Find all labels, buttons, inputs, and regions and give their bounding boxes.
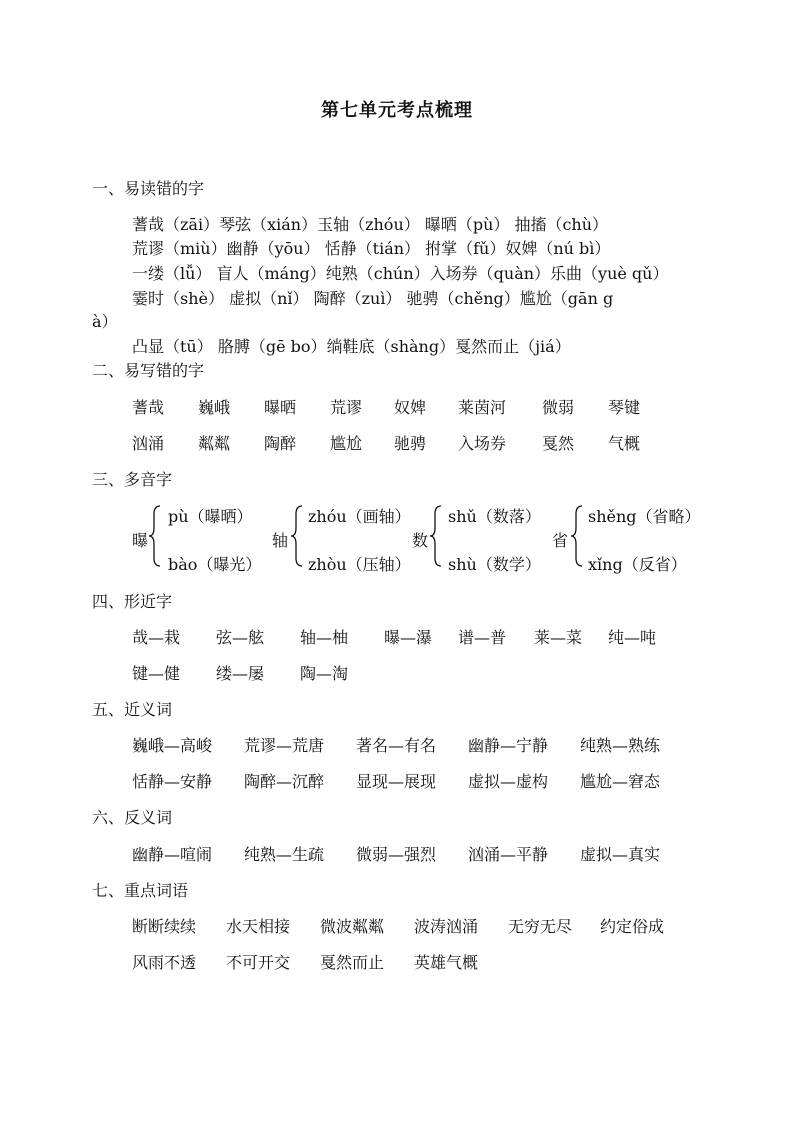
word-row — [132, 661, 348, 684]
word-row — [132, 914, 664, 937]
pronunciation-line-1: 蓍哉（zāi）琴弦（xián）玉轴（zhóu） 曝晒（pù） 抽搐（chù） — [132, 215, 609, 234]
word-item: 英雄气概 — [414, 953, 479, 972]
word-item: 波涛汹涌 — [414, 917, 479, 936]
section-heading-5: 五、近义词 — [92, 700, 173, 719]
brace-icon — [429, 504, 443, 568]
word-item: 莱茵河 — [458, 398, 507, 417]
word-item: 缕—屡 — [216, 664, 265, 683]
word-item: 戛然 — [542, 434, 575, 453]
word-item: 无穷无尽 — [508, 917, 573, 936]
polyphonic-reading: pù（曝晒） — [168, 507, 253, 526]
polyphonic-reading: zhóu（画轴） — [308, 507, 411, 526]
word-item: 奴婢 — [394, 398, 427, 417]
word-item: 巍峨—高峻 — [132, 736, 213, 755]
word-item: 巍峨 — [198, 398, 231, 417]
word-item: 风雨不透 — [132, 953, 197, 972]
section-heading-4: 四、形近字 — [92, 592, 173, 611]
polyphonic-reading: zhòu（压轴） — [308, 555, 411, 574]
polyphonic-char: 数 — [412, 531, 429, 550]
pronunciation-line-5: 凸显（tū） 胳膊（gē bo）绱鞋底（shàng）戛然而止（jiá） — [132, 337, 571, 356]
brace-icon — [290, 504, 304, 568]
word-item: 尴尬 — [330, 434, 363, 453]
polyphonic-block — [132, 500, 732, 580]
word-item: 约定俗成 — [600, 917, 665, 936]
word-item: 哉—栽 — [132, 628, 181, 647]
word-item: 著名—有名 — [356, 736, 437, 755]
word-row — [132, 395, 640, 418]
word-item: 戛然而止 — [320, 953, 385, 972]
word-row — [132, 733, 660, 756]
word-item: 微弱 — [542, 398, 575, 417]
brace-icon — [148, 504, 162, 568]
word-item: 纯熟—熟练 — [580, 736, 661, 755]
word-item: 汹涌—平静 — [468, 845, 549, 864]
word-item: 显现—展现 — [356, 772, 437, 791]
word-item: 气概 — [608, 434, 641, 453]
word-item: 恬静—安静 — [132, 772, 213, 791]
word-item: 断断续续 — [132, 917, 197, 936]
word-row — [132, 950, 478, 973]
polyphonic-char: 曝 — [132, 531, 149, 550]
polyphonic-reading: shù（数学） — [448, 555, 541, 574]
word-item: 蓍哉 — [132, 398, 165, 417]
section-heading-2: 二、易写错的字 — [92, 361, 205, 380]
word-item: 幽静—喧闹 — [132, 845, 213, 864]
polyphonic-reading: shǔ（数落） — [448, 507, 541, 526]
section-heading-6: 六、反义词 — [92, 808, 173, 827]
word-row — [132, 625, 656, 648]
word-item: 荒谬 — [330, 398, 363, 417]
word-item: 汹涌 — [132, 434, 165, 453]
word-item: 纯—吨 — [608, 628, 657, 647]
word-item: 驰骋 — [394, 434, 427, 453]
word-item: 曝晒 — [264, 398, 297, 417]
pronunciation-line-3: 一缕（lǚ） 盲人（máng）纯熟（chún）入场券（quàn）乐曲（yuè qǔ） — [132, 264, 669, 283]
word-item: 琴键 — [608, 398, 641, 417]
brace-icon — [570, 504, 584, 568]
word-item: 入场券 — [458, 434, 507, 453]
polyphonic-reading: bào（曝光） — [168, 555, 262, 574]
word-item: 曝—瀑 — [384, 628, 433, 647]
word-row — [132, 769, 660, 792]
word-item: 虚拟—真实 — [580, 845, 661, 864]
section-heading-3: 三、多音字 — [92, 470, 173, 489]
word-item: 陶醉—沉醉 — [244, 772, 325, 791]
word-row — [132, 842, 660, 865]
word-item: 弦—舷 — [216, 628, 265, 647]
word-item: 虚拟—虚构 — [468, 772, 549, 791]
word-item: 谱—普 — [458, 628, 507, 647]
word-item: 微波粼粼 — [320, 917, 385, 936]
polyphonic-char: 轴 — [272, 531, 289, 550]
section-heading-1: 一、易读错的字 — [92, 179, 205, 198]
word-item: 纯熟—生疏 — [244, 845, 325, 864]
section-heading-7: 七、重点词语 — [92, 881, 189, 900]
word-item: 荒谬—荒唐 — [244, 736, 325, 755]
word-item: 幽静—宁静 — [468, 736, 549, 755]
polyphonic-char: 省 — [552, 531, 569, 550]
word-item: 水天相接 — [226, 917, 291, 936]
word-item: 莱—菜 — [534, 628, 583, 647]
word-item: 尴尬—窘态 — [580, 772, 661, 791]
pronunciation-line-4: 霎时（shè） 虚拟（nǐ） 陶醉（zuì） 驰骋（chěng）尴尬（gān g — [132, 289, 614, 308]
word-item: 不可开交 — [226, 953, 291, 972]
word-item: 陶—淘 — [300, 664, 349, 683]
word-item: 键—健 — [132, 664, 181, 683]
word-row — [132, 431, 640, 454]
polyphonic-reading: shěng（省略） — [588, 507, 701, 526]
polyphonic-reading: xǐng（反省） — [588, 555, 687, 574]
pronunciation-line-2: 荒谬（miù）幽静（yōu） 恬静（tián） 拊掌（fǔ）奴婢（nú bì） — [132, 239, 611, 258]
word-item: 粼粼 — [198, 434, 231, 453]
word-item: 轴—柚 — [300, 628, 349, 647]
word-item: 微弱—强烈 — [356, 845, 437, 864]
pronunciation-line-4-wrap: à） — [92, 312, 118, 331]
word-item: 陶醉 — [264, 434, 297, 453]
page-title: 第七单元考点梳理 — [321, 100, 473, 121]
